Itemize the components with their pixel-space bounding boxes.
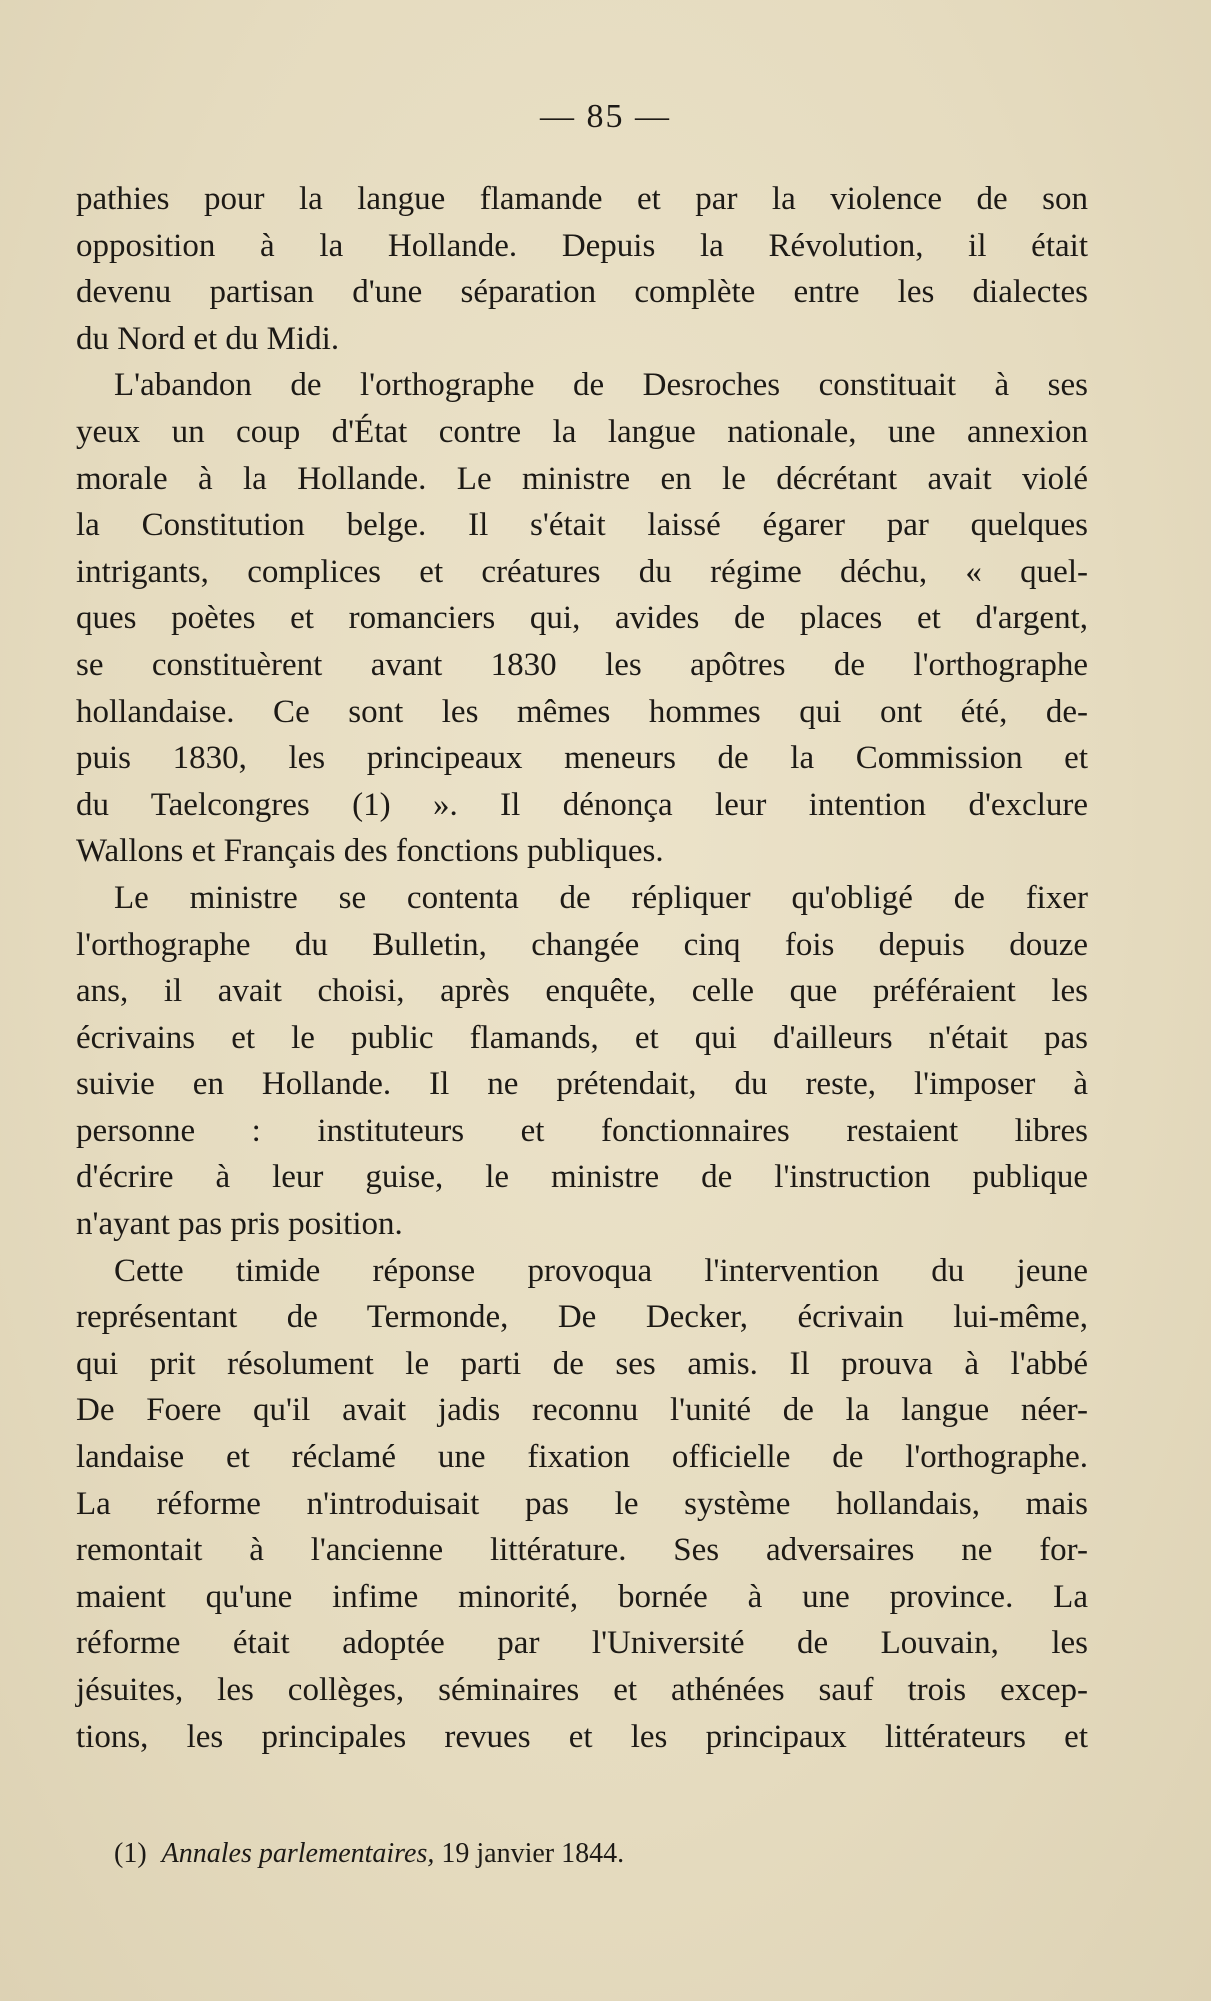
text-line: suivie en Hollande. Il ne prétendait, du reste, l'imposer à: [76, 1066, 1088, 1103]
text-line: écrivains et le public flamands, et qui d'ailleurs n'était pas: [76, 1019, 1088, 1056]
footnote-reference: (1): [114, 1838, 147, 1869]
text-line: devenu partisan d'une séparation complète entre les dialectes: [76, 274, 1088, 311]
text-line: du Nord et du Midi.: [76, 320, 340, 357]
text-line: tions, les principales revues et les principaux littérateurs et: [76, 1718, 1088, 1755]
text-line: représentant de Termonde, De Decker, écrivain lui-même,: [76, 1299, 1088, 1336]
text-line: intrigants, complices et créatures du régime déchu, « quel-: [76, 553, 1088, 590]
text-line: landaise et réclamé une fixation officielle de l'orthographe.: [76, 1439, 1088, 1476]
text-line: ans, il avait choisi, après enquête, celle que préféraient les: [76, 973, 1088, 1010]
text-line: morale à la Hollande. Le ministre en le décrétant avait violé: [76, 460, 1088, 497]
text-line: personne : instituteurs et fonctionnaires restaient libres: [76, 1112, 1088, 1149]
text-line: du Taelcongres (1) ». Il dénonça leur intention d'exclure: [76, 786, 1088, 823]
text-line: la Constitution belge. Il s'était laissé égarer par quelques: [76, 507, 1088, 544]
text-line: remontait à l'ancienne littérature. Ses adversaires ne for-: [76, 1532, 1088, 1569]
text-line: La réforme n'introduisait pas le système hollandais, mais: [76, 1485, 1088, 1522]
text-line: se constituèrent avant 1830 les apôtres de l'orthographe: [76, 646, 1088, 683]
footnote-source-title: Annales parlementaires,: [161, 1838, 435, 1869]
footnote-date: 19 janvier 1844.: [441, 1838, 625, 1869]
text-line: Cette timide réponse provoqua l'intervention du jeune: [114, 1252, 1088, 1289]
text-line: Le ministre se contenta de répliquer qu'obligé de fixer: [114, 879, 1088, 916]
text-line: jésuites, les collèges, séminaires et athénées sauf trois excep-: [76, 1672, 1088, 1708]
text-line: pathies pour la langue flamande et par la violence de son: [76, 181, 1088, 217]
text-line: Wallons et Français des fonctions publiques.: [76, 833, 664, 870]
text-line: hollandaise. Ce sont les mêmes hommes qui ont été, de-: [76, 693, 1088, 730]
footnote: [114, 1838, 624, 1870]
text-line: L'abandon de l'orthographe de Desroches constituait à ses: [114, 367, 1088, 404]
text-line: qui prit résolument le parti de ses amis. Il prouva à l'abbé: [76, 1345, 1088, 1382]
text-line: ques poètes et romanciers qui, avides de places et d'argent,: [76, 600, 1088, 637]
page-number: — 85 —: [540, 98, 671, 135]
text-line: yeux un coup d'État contre la langue nationale, une annexion: [76, 413, 1088, 450]
text-line: puis 1830, les principeaux meneurs de la Commission et: [76, 740, 1088, 777]
text-line: De Foere qu'il avait jadis reconnu l'unité de la langue néer-: [76, 1392, 1088, 1429]
text-line: réforme était adoptée par l'Université de Louvain, les: [76, 1625, 1088, 1662]
text-line: l'orthographe du Bulletin, changée cinq fois depuis douze: [76, 926, 1088, 963]
body-text: [76, 176, 1088, 1760]
text-line: opposition à la Hollande. Depuis la Révolution, il était: [76, 227, 1088, 264]
text-line: d'écrire à leur guise, le ministre de l'instruction publique: [76, 1159, 1088, 1196]
text-line: maient qu'une infime minorité, bornée à une province. La: [76, 1578, 1088, 1615]
text-line: n'ayant pas pris position.: [76, 1206, 403, 1243]
